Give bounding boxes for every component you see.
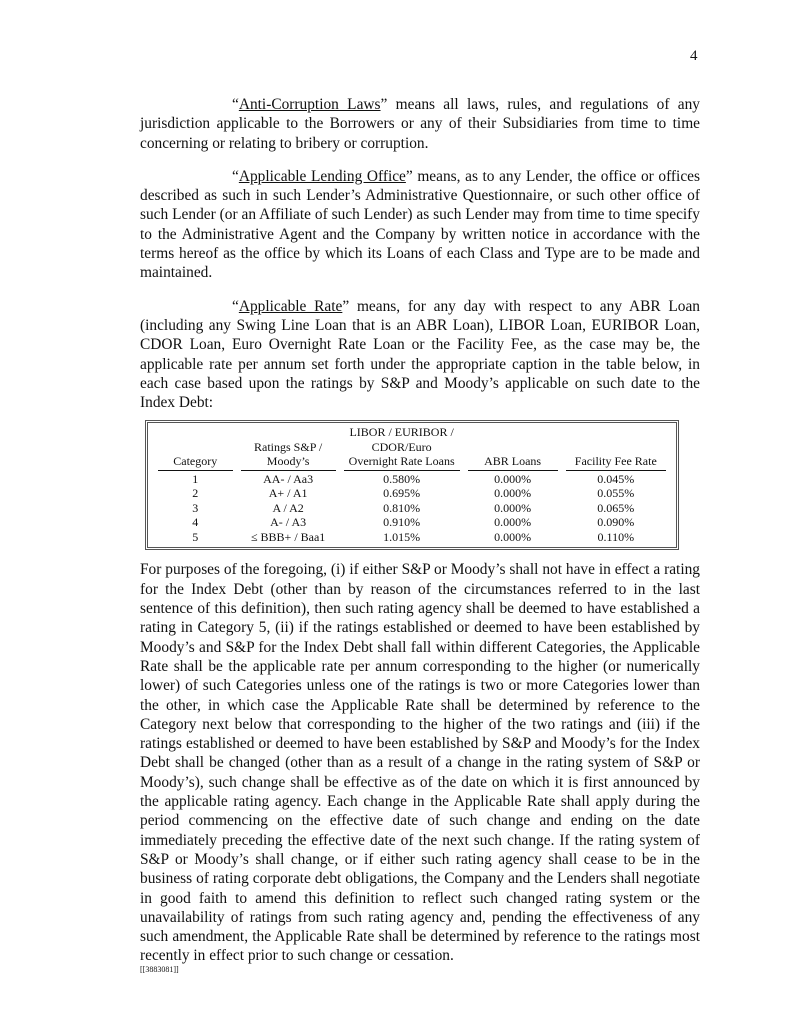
table-row <box>154 515 670 530</box>
defined-term: Applicable Rate <box>238 297 343 315</box>
cell-abr: 0.000% <box>494 529 532 544</box>
open-quote: “ <box>232 297 239 315</box>
definition-anti-corruption-laws <box>140 95 700 153</box>
cell-facility-fee: 0.110% <box>597 529 635 544</box>
definition-text: means all laws, rules, and regulations of any jurisdiction applicable to the Borrowers or any of their Subsidiaries from time to time concerning or relating to bribery or corruption. <box>140 96 700 152</box>
header-ratings: Ratings S&P / Moody’s <box>237 425 340 472</box>
cell-libor: 0.580% <box>383 471 421 486</box>
cell-libor: 1.015% <box>383 529 421 544</box>
cell-ratings: A- / A3 <box>270 515 307 530</box>
rate-table-header-row <box>154 425 670 472</box>
definition-applicable-lending-office <box>140 167 700 283</box>
page-number: 4 <box>690 48 698 64</box>
cell-libor: 0.695% <box>383 486 421 501</box>
close-quote: ” <box>342 297 350 315</box>
cell-ratings: AA- / Aa3 <box>263 471 314 486</box>
cell-facility-fee: 0.045% <box>597 471 635 486</box>
cell-category: 4 <box>192 515 199 530</box>
cell-facility-fee: 0.065% <box>597 500 635 515</box>
cell-ratings: ≤ BBB+ / Baa1 <box>250 529 326 544</box>
cell-category: 3 <box>192 500 199 515</box>
cell-category: 5 <box>192 529 199 544</box>
cell-ratings: A+ / A1 <box>268 486 308 501</box>
cell-abr: 0.000% <box>494 471 532 486</box>
cell-libor: 0.810% <box>383 500 421 515</box>
close-quote: ” <box>380 96 388 113</box>
header-category: Category <box>154 425 237 472</box>
header-facility-fee: Facility Fee Rate <box>562 425 670 472</box>
cell-abr: 0.000% <box>494 515 532 530</box>
close-quote: ” <box>405 167 413 185</box>
definition-text: means, as to any Lender, the office or offices described as such in such Lender’s Administrative Questionnaire, or such other office of such Lender (or an Affiliate of such Lender) as such Lender may from time to time specify to the Administrative Agent and the Company by written notice in accordance with the terms hereof as the office by which its Loans of each Class and Type are to be made and maintained. <box>140 167 700 282</box>
cell-abr: 0.000% <box>494 486 532 501</box>
document-reference: [[3883081]] <box>140 965 179 974</box>
header-libor: LIBOR / EURIBOR / CDOR/Euro Overnight Rate Loans <box>340 425 464 472</box>
definition-text: means, for any day with respect to any ABR Loan (including any Swing Line Loan that is an ABR Loan), LIBOR Loan, EURIBOR Loan, CDOR Loan, Euro Overnight Rate Loan or the Facility Fee, as the case may be, the applicable rate per annum set forth under the appropriate caption in the table below, in each case based upon the ratings by S&P and Moody’s applicable on such date to the Index Debt: <box>140 297 700 412</box>
definition-applicable-rate <box>140 297 700 413</box>
cell-category: 1 <box>192 471 199 486</box>
defined-term: Anti-Corruption Laws <box>238 96 381 113</box>
table-row <box>154 501 670 516</box>
cell-abr: 0.000% <box>494 500 532 515</box>
rate-table-frame <box>145 420 679 550</box>
cell-facility-fee: 0.090% <box>597 515 635 530</box>
cell-ratings: A / A2 <box>272 500 304 515</box>
defined-term: Applicable Lending Office <box>238 167 406 185</box>
cell-facility-fee: 0.055% <box>597 486 635 501</box>
table-row <box>154 530 670 545</box>
table-row <box>154 486 670 501</box>
open-quote: “ <box>232 167 239 185</box>
cell-libor: 0.910% <box>383 515 421 530</box>
open-quote: “ <box>232 96 239 113</box>
header-abr: ABR Loans <box>464 425 562 472</box>
closing-paragraph: For purposes of the foregoing, (i) if either S&P or Moody’s shall not have in effect a rating for the Index Debt (other than by reason of the circumstances referred to in the last sentence of this definition), then such rating agency shall be deemed to have established a rating in Category 5, (ii) if the ratings established or deemed to have been established by Moody’s and S&P for the Index Debt shall fall within different Categories, the Applicable Rate shall be the applicable rate per annum corresponding to the higher (or numerically lower) of such Categories unless one of the ratings is two or more Categories lower than the other, in which case the Applicable Rate shall be determined by reference to the Category next below that corresponding to the higher of the two ratings and (iii) if the ratings established or deemed to have been established by S&P and Moody’s for the Index Debt shall be changed (other than as a result of a change in the rating system of S&P or Moody’s), such change shall be effective as of the date on which it is first announced by the applicable rating agency. Each change in the Applicable Rate shall apply during the period commencing on the effective date of such change and ending on the date immediately preceding the effective date of the next such change. If the rating system of S&P or Moody’s shall change, or if either such rating agency shall cease to be in the business of rating corporate debt obligations, the Company and the Lenders shall negotiate in good faith to amend this definition to reflect such changed rating system or the unavailability of ratings from such rating agency and, pending the effectiveness of any such amendment, the Applicable Rate shall be determined by reference to the ratings most recently in effect prior to such change or cessation. <box>140 561 700 965</box>
document-body <box>140 95 700 980</box>
cell-category: 2 <box>192 486 199 501</box>
table-row <box>154 472 670 487</box>
rate-table <box>154 425 670 544</box>
